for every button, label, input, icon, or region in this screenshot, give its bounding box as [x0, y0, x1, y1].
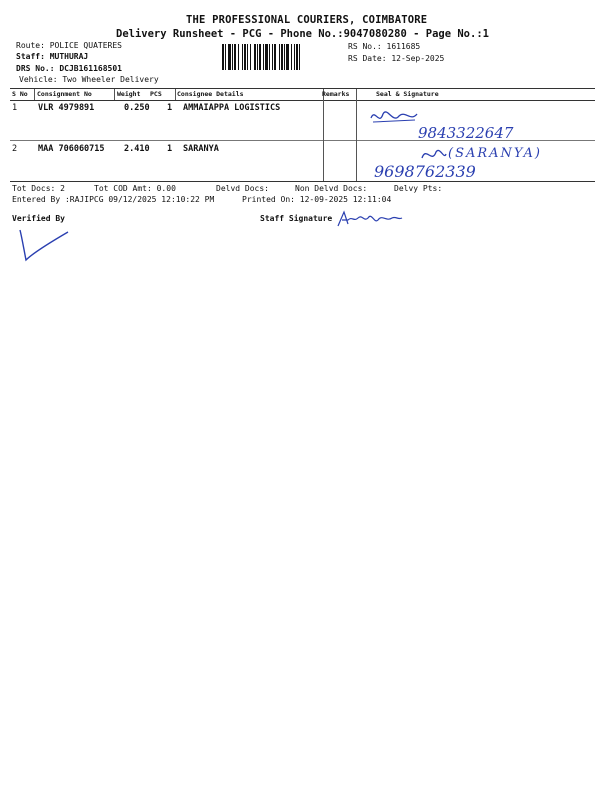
runsheet-subtitle: Delivery Runsheet - PCG - Phone No.:9047080280 - Page No.:1 [116, 28, 489, 40]
printed-on: Printed On: 12-09-2025 12:11:04 [242, 195, 392, 204]
row2-pcs: 1 [167, 144, 173, 154]
total-docs: Tot Docs: 2 [12, 184, 65, 193]
col-header-consignee: Consignee Details [177, 90, 244, 98]
col-header-weight: Weight [117, 90, 141, 98]
table-top-rule [10, 88, 595, 89]
vehicle-label: Vehicle: Two Wheeler Delivery [19, 75, 159, 84]
barcode [222, 44, 342, 70]
non-delivered-docs: Non Delvd Docs: [295, 184, 368, 193]
rs-date: RS Date: 12-Sep-2025 [348, 54, 445, 63]
handwritten-name-2: (SARANYA) [448, 146, 542, 161]
row1-consignment: VLR 4979891 [38, 103, 95, 113]
col-sep [356, 89, 357, 181]
total-cod-amount: Tot COD Amt: 0.00 [94, 184, 176, 193]
col-sep [175, 89, 176, 100]
staff-signature-icon [336, 208, 406, 230]
col-header-seal: Seal & Signature [376, 90, 439, 98]
delivery-points: Delvy Pts: [394, 184, 443, 193]
signature-row1-icon [365, 104, 425, 128]
verified-by-label: Verified By [12, 214, 65, 223]
handwritten-phone-2: 9698762339 [374, 162, 476, 181]
company-title: THE PROFESSIONAL COURIERS, COIMBATORE [186, 14, 428, 26]
row1-pcs: 1 [167, 103, 173, 113]
row1-sno: 1 [12, 103, 18, 113]
row2-sno: 2 [12, 144, 18, 154]
verified-signature-icon [14, 226, 74, 266]
col-header-pcs: PCS [150, 90, 162, 98]
table-header-rule [10, 100, 595, 101]
row2-consignment: MAA 706060715 [38, 144, 105, 154]
staff-label: Staff: MUTHURAJ [16, 52, 89, 61]
row1-weight: 0.250 [124, 103, 150, 113]
col-header-consignment: Consignment No [37, 90, 92, 98]
col-sep [323, 89, 324, 181]
row2-consignee: SARANYA [183, 144, 219, 154]
barcode-bar [300, 44, 303, 70]
row1-consignee: AMMAIAPPA LOGISTICS [183, 103, 281, 113]
entered-by: Entered By :RAJIPCG 09/12/2025 12:10:22 PM [12, 195, 215, 204]
row2-weight: 2.410 [124, 144, 150, 154]
col-sep [114, 89, 115, 100]
col-sep [34, 89, 35, 100]
col-header-remarks: Remarks [322, 90, 350, 98]
delivered-docs: Delvd Docs: [216, 184, 269, 193]
rs-number: RS No.: 1611685 [348, 42, 421, 51]
table-bottom-rule [10, 181, 595, 182]
handwritten-phone-1: 9843322647 [418, 124, 514, 142]
staff-signature-label: Staff Signature [260, 214, 333, 223]
col-header-sno: S No [12, 90, 28, 98]
drs-number: DRS No.: DCJB161168501 [16, 64, 122, 73]
route-label: Route: POLICE QUATERES [16, 41, 122, 50]
